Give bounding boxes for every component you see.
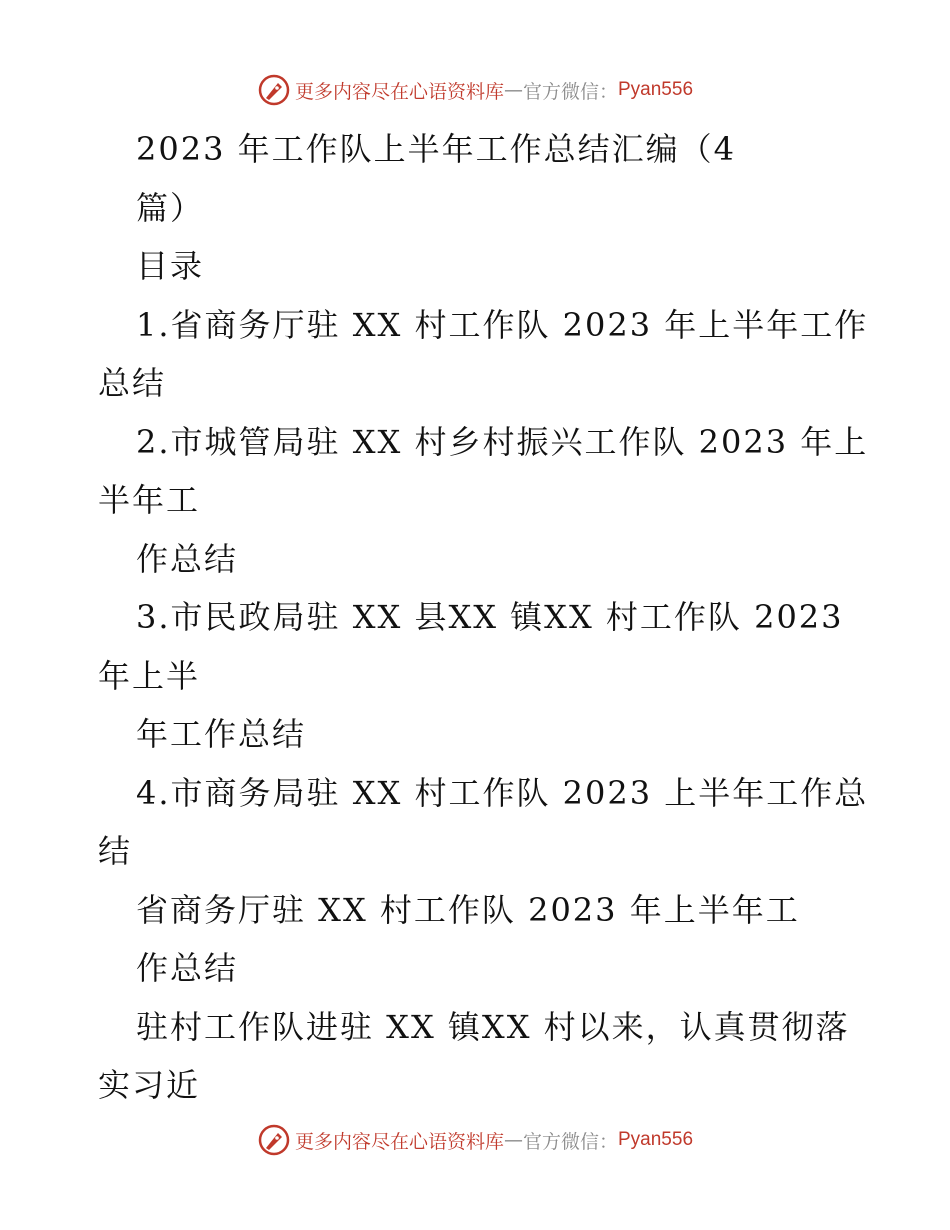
text-line: 驻村工作队进驻 XX 镇XX 村以来，认真贯彻落 bbox=[136, 1007, 850, 1046]
watermark-dash: — bbox=[503, 1129, 523, 1151]
pen-nib-logo-icon bbox=[257, 1123, 291, 1157]
text-line: 年工作总结 bbox=[136, 715, 307, 753]
text-line: 作总结 bbox=[136, 949, 239, 987]
watermark-official-label: 官方微信： bbox=[522, 80, 618, 103]
text-line: 省商务厅驻 XX 村工作队 2023 年上半年工 bbox=[136, 890, 800, 929]
text-line: 2023 年工作队上半年工作总结汇编（4 bbox=[136, 130, 736, 168]
text-line: 目录 bbox=[136, 247, 205, 285]
text-line: 4.市商务局驻 XX 村工作队 2023 上半年工作总 bbox=[136, 773, 869, 812]
watermark-wechat-id: Pyan556 bbox=[618, 1129, 694, 1150]
footer-watermark bbox=[0, 1120, 950, 1160]
text-line: 3.市民政局驻 XX 县XX 镇XX 村工作队 2023 bbox=[136, 598, 844, 636]
watermark-main-text: 更多内容尽在心语资料库 bbox=[294, 1130, 504, 1153]
text-line: 篇） bbox=[136, 188, 205, 227]
watermark-official-label: 官方微信： bbox=[522, 1130, 618, 1153]
text-line: 2.市城管局驻 XX 村乡村振兴工作队 2023 年上 bbox=[136, 422, 869, 461]
text-line: 1.省商务厅驻 XX 村工作队 2023 年上半年工作 bbox=[136, 305, 869, 344]
text-line: 年上半 bbox=[98, 656, 201, 695]
document-body bbox=[98, 120, 869, 1115]
watermark-main-text: 更多内容尽在心语资料库 bbox=[294, 80, 504, 103]
text-line: 实习近 bbox=[98, 1066, 201, 1104]
text-line: 作总结 bbox=[136, 539, 239, 578]
text-line: 总结 bbox=[98, 364, 167, 402]
watermark-wechat-id: Pyan556 bbox=[618, 79, 694, 100]
pen-nib-logo-icon bbox=[257, 73, 291, 107]
text-line: 半年工 bbox=[98, 481, 201, 519]
watermark-dash: — bbox=[503, 79, 523, 101]
header-watermark bbox=[0, 70, 950, 110]
text-line: 结 bbox=[98, 832, 133, 870]
